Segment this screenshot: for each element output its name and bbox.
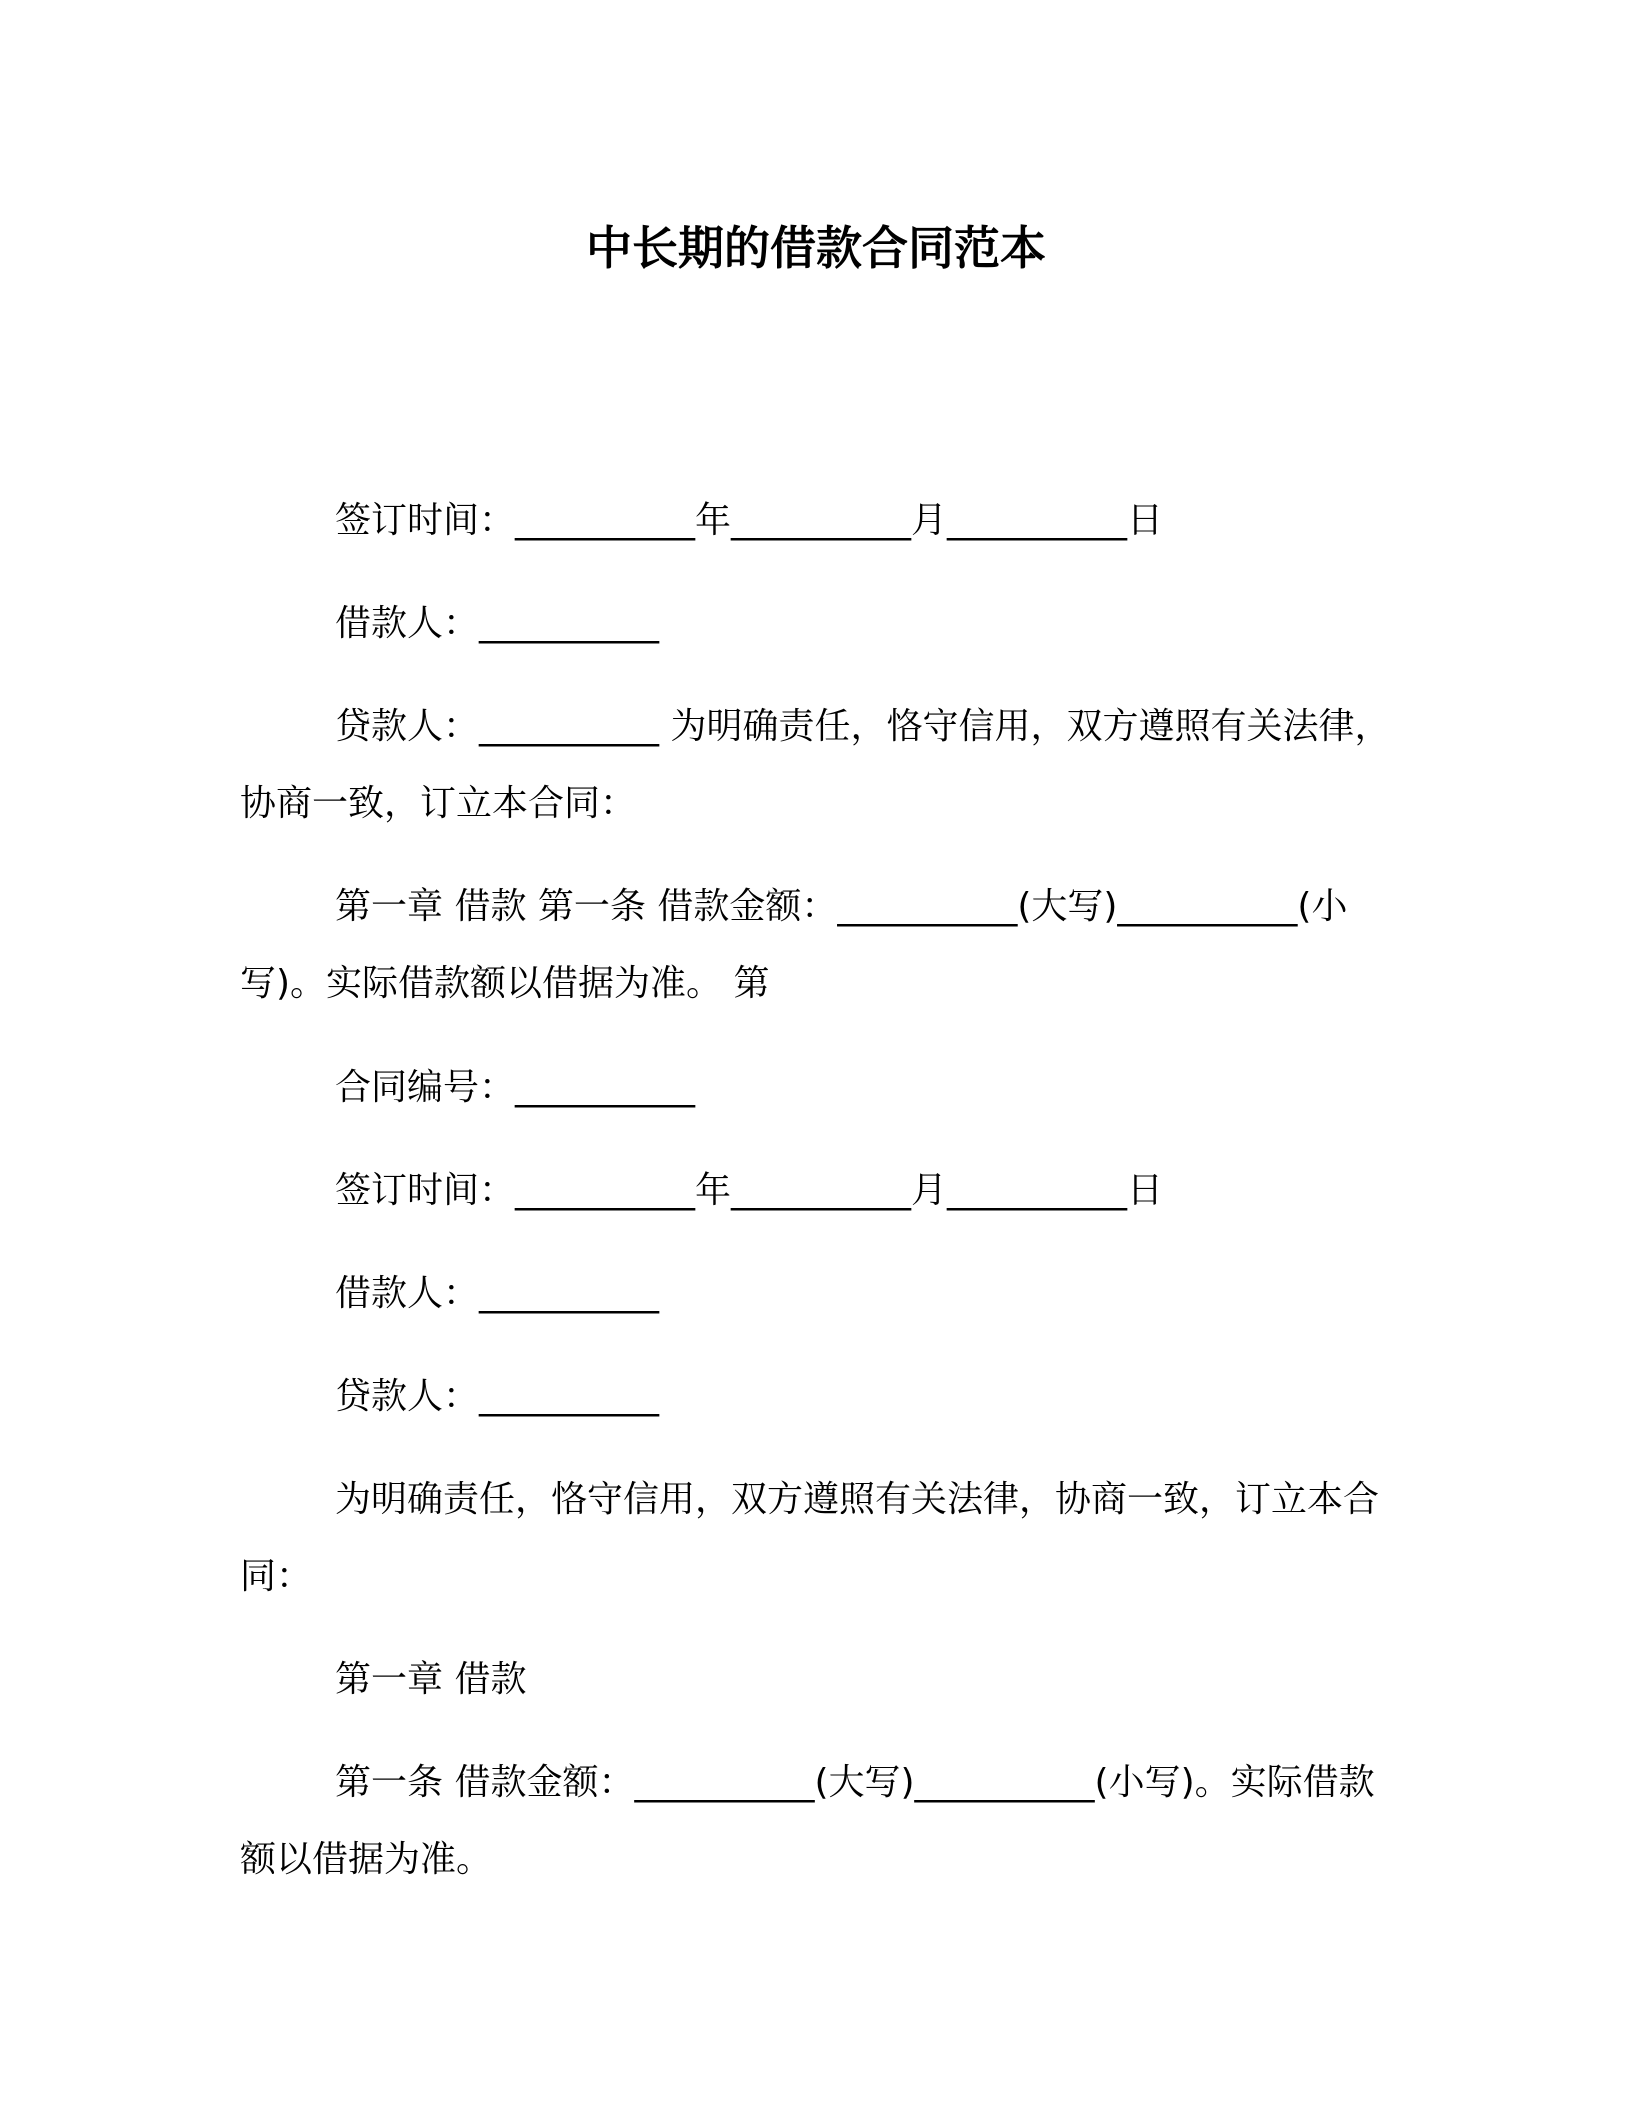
paragraph-borrower-2: 借款人：__________ <box>335 1273 660 1314</box>
paragraph-lender: 贷款人：__________ 为明确责任，恪守信用，双方遵照有关法律，协商一致，订立本合同： <box>240 706 1391 824</box>
paragraph-borrower: 借款人：__________ <box>335 603 660 644</box>
document-title: 中长期的借款合同范本 <box>586 221 1046 275</box>
paragraph-contract-number: 合同编号：__________ <box>335 1067 696 1108</box>
paragraph-signing-date: 签订时间：__________年__________月__________日 <box>335 500 1164 541</box>
paragraph-article-one: 第一条 借款金额：__________(大写)__________(小写)。实际借款额以借据为准。 <box>240 1762 1375 1880</box>
paragraph-chapter-one: 第一章 借款 <box>335 1659 527 1700</box>
paragraph-chapter-one-amount: 第一章 借款 第一条 借款金额：__________(大写)__________(小写)。实际借款额以借据为准。 第 <box>240 886 1348 1004</box>
paragraph-lender-2: 贷款人：__________ <box>335 1376 660 1417</box>
paragraph-signing-date-2: 签订时间：__________年__________月__________日 <box>335 1170 1164 1211</box>
paragraph-preamble: 为明确责任，恪守信用，双方遵照有关法律，协商一致，订立本合同： <box>240 1479 1380 1597</box>
